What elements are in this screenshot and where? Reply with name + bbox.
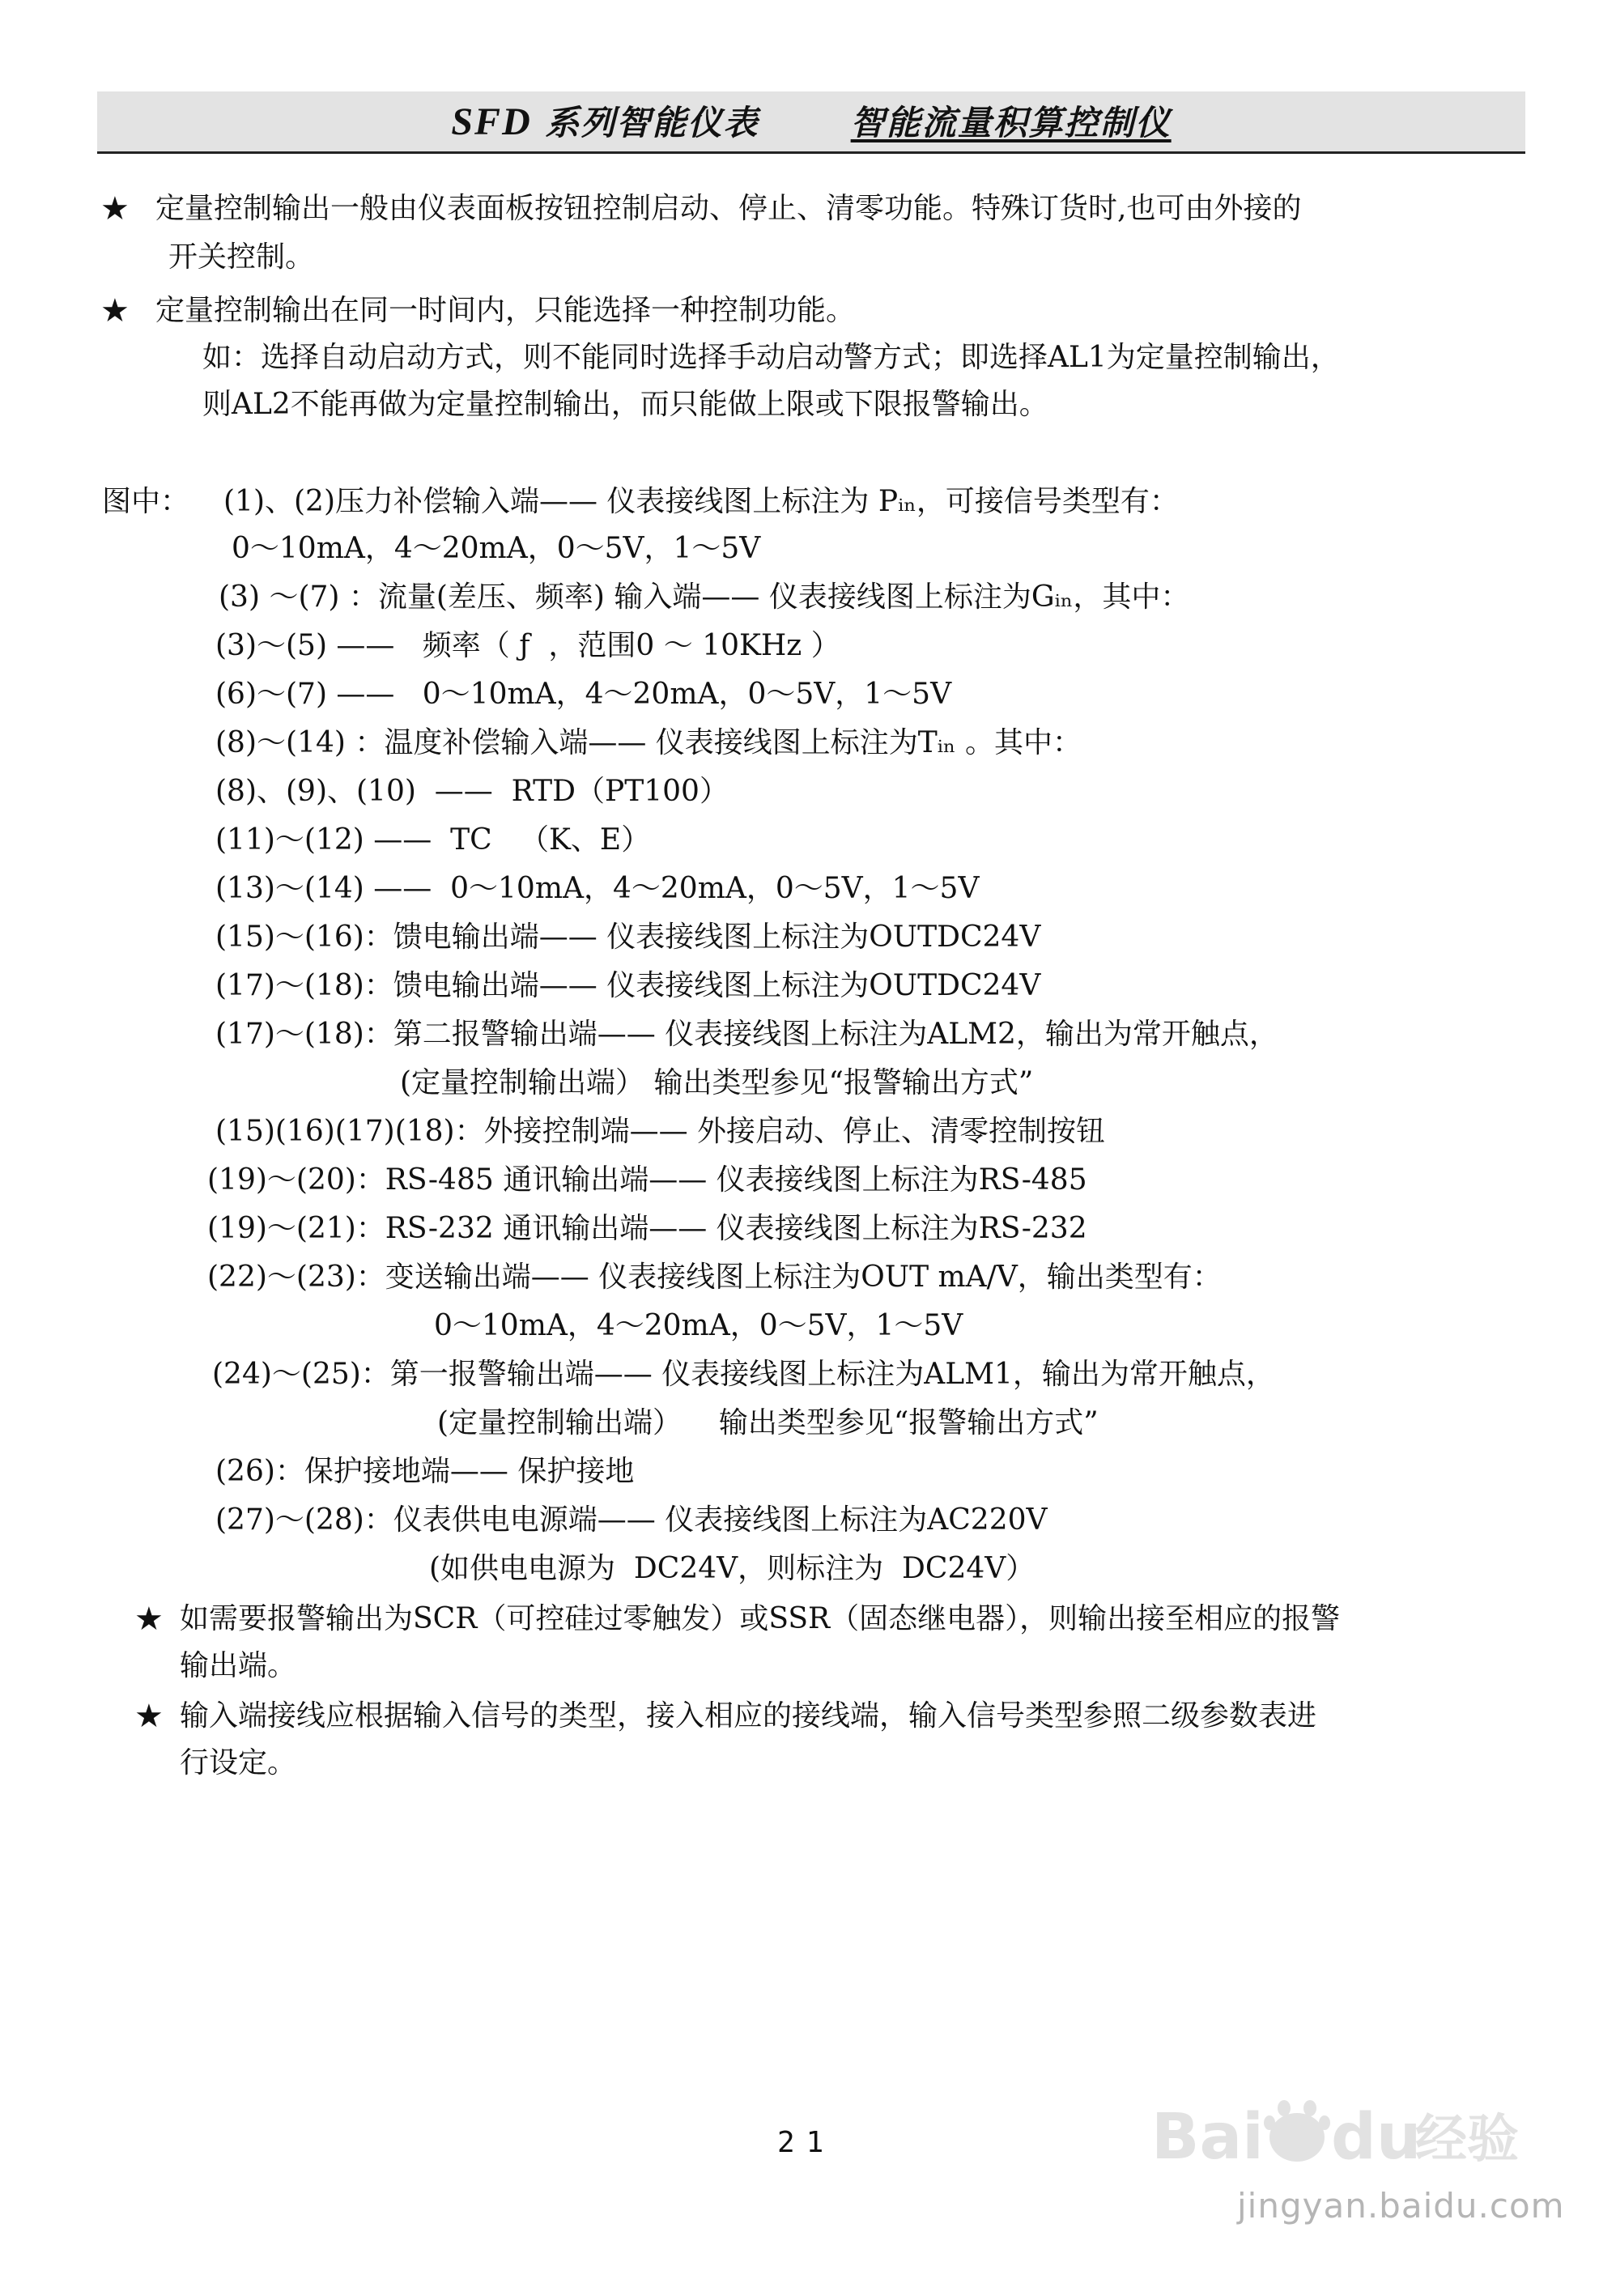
terminal-line: (22)～(23)：变送输出端—— 仪表接线图上标注为OUT mA/V，输出类型有：	[207, 1261, 1222, 1294]
svg-text:Bai: Bai	[1151, 2101, 1264, 2174]
note-line: 如：选择自动启动方式，则不能同时选择手动启动警方式；即选择AL1为定量控制输出，	[202, 341, 1340, 374]
terminal-line: (3) ～(7) ：流量(差压、频率) 输入端—— 仪表接线图上标注为Gᵢₙ，其中：	[219, 580, 1190, 614]
page-number: 21	[777, 2126, 836, 2159]
terminal-line: 0～10mA，4～20mA，0～5V，1～5V	[232, 532, 761, 565]
terminal-line: (8)～(14) ：温度补偿输入端—— 仪表接线图上标注为Tᵢₙ 。其中：	[215, 726, 1082, 759]
note-line: 定量控制输出在同一时间内，只能选择一种控制功能。	[155, 294, 856, 327]
terminal-line: (11)～(12) —— TC （K、E）	[215, 823, 651, 857]
note-line: 行设定。	[180, 1746, 297, 1779]
page-header	[97, 91, 1525, 154]
terminal-line: (定量控制输出端） 输出类型参见“报警输出方式”	[400, 1066, 1034, 1099]
note-line: 输入端接线应根据输入信号的类型，接入相应的接线端，输入信号类型参照二级参数表进	[180, 1699, 1317, 1733]
terminal-line: (1)、(2)压力补偿输入端—— 仪表接线图上标注为 Pᵢₙ，可接信号类型有：	[223, 485, 1179, 518]
note-line: 如需要报警输出为SCR（可控硅过零触发）或SSR（固态继电器），则输出接至相应的报警	[180, 1602, 1341, 1635]
star-bullet-icon: ★	[100, 292, 130, 330]
header-title	[97, 91, 1525, 151]
terminal-line: (15)(16)(17)(18)：外接控制端—— 外接启动、停止、清零控制按钮	[215, 1115, 1106, 1148]
header-brand: SFD	[451, 100, 532, 143]
note-line: 开关控制。	[168, 240, 315, 274]
note-line: 则AL2不能再做为定量控制输出，而只能做上限或下限报警输出。	[202, 388, 1048, 421]
terminal-line: (13)～(14) —— 0～10mA，4～20mA，0～5V，1～5V	[215, 872, 980, 905]
watermark-url: jingyan.baidu.com	[1237, 2186, 1565, 2226]
terminal-line: (24)～(25)：第一报警输出端—— 仪表接线图上标注为ALM1，输出为常开触点，	[212, 1358, 1275, 1391]
terminal-line: (15)～(16)：馈电输出端—— 仪表接线图上标注为OUTDC24V	[215, 921, 1041, 954]
star-bullet-icon: ★	[134, 1601, 164, 1638]
svg-text:du: du	[1331, 2101, 1422, 2174]
terminal-line: (27)～(28)：仪表供电电源端—— 仪表接线图上标注为AC220V	[215, 1503, 1048, 1537]
header-subtitle: 智能流量积算控制仪	[850, 103, 1172, 142]
header-series: 系列智能仪表	[545, 103, 759, 142]
terminal-line: (19)～(20)：RS-485 通讯输出端—— 仪表接线图上标注为RS-485	[207, 1163, 1087, 1197]
terminal-line: 0～10mA，4～20mA，0～5V，1～5V	[434, 1309, 963, 1342]
terminal-line: (17)～(18)：第二报警输出端—— 仪表接线图上标注为ALM2，输出为常开触点，	[215, 1018, 1278, 1051]
note-line: 定量控制输出一般由仪表面板按钮控制启动、停止、清零功能。特殊订货时,也可由外接的	[155, 192, 1302, 225]
svg-text:经验: 经验	[1415, 2110, 1519, 2170]
terminal-line: (19)～(21)：RS-232 通讯输出端—— 仪表接线图上标注为RS-232	[207, 1212, 1087, 1245]
terminal-line: (6)～(7) —— 0～10mA，4～20mA，0～5V，1～5V	[215, 678, 952, 711]
note-line: 输出端。	[180, 1649, 297, 1682]
star-bullet-icon: ★	[134, 1698, 164, 1735]
star-bullet-icon: ★	[100, 190, 130, 227]
terminal-line: (17)～(18)：馈电输出端—— 仪表接线图上标注为OUTDC24V	[215, 969, 1041, 1002]
figure-label: 图中：	[102, 485, 190, 518]
terminal-line: (如供电电源为 DC24V，则标注为 DC24V）	[429, 1552, 1036, 1585]
baidu-watermark-logo	[1148, 2095, 1529, 2176]
terminal-line: (26)：保护接地端—— 保护接地	[215, 1455, 635, 1488]
terminal-line: (8)、(9)、(10) —— RTD（PT100）	[215, 775, 729, 808]
terminal-line: (定量控制输出端） 输出类型参见“报警输出方式”	[437, 1406, 1099, 1439]
terminal-line: (3)～(5) —— 频率（ ƒ ，范围0 ～ 10KHz ）	[215, 629, 840, 662]
